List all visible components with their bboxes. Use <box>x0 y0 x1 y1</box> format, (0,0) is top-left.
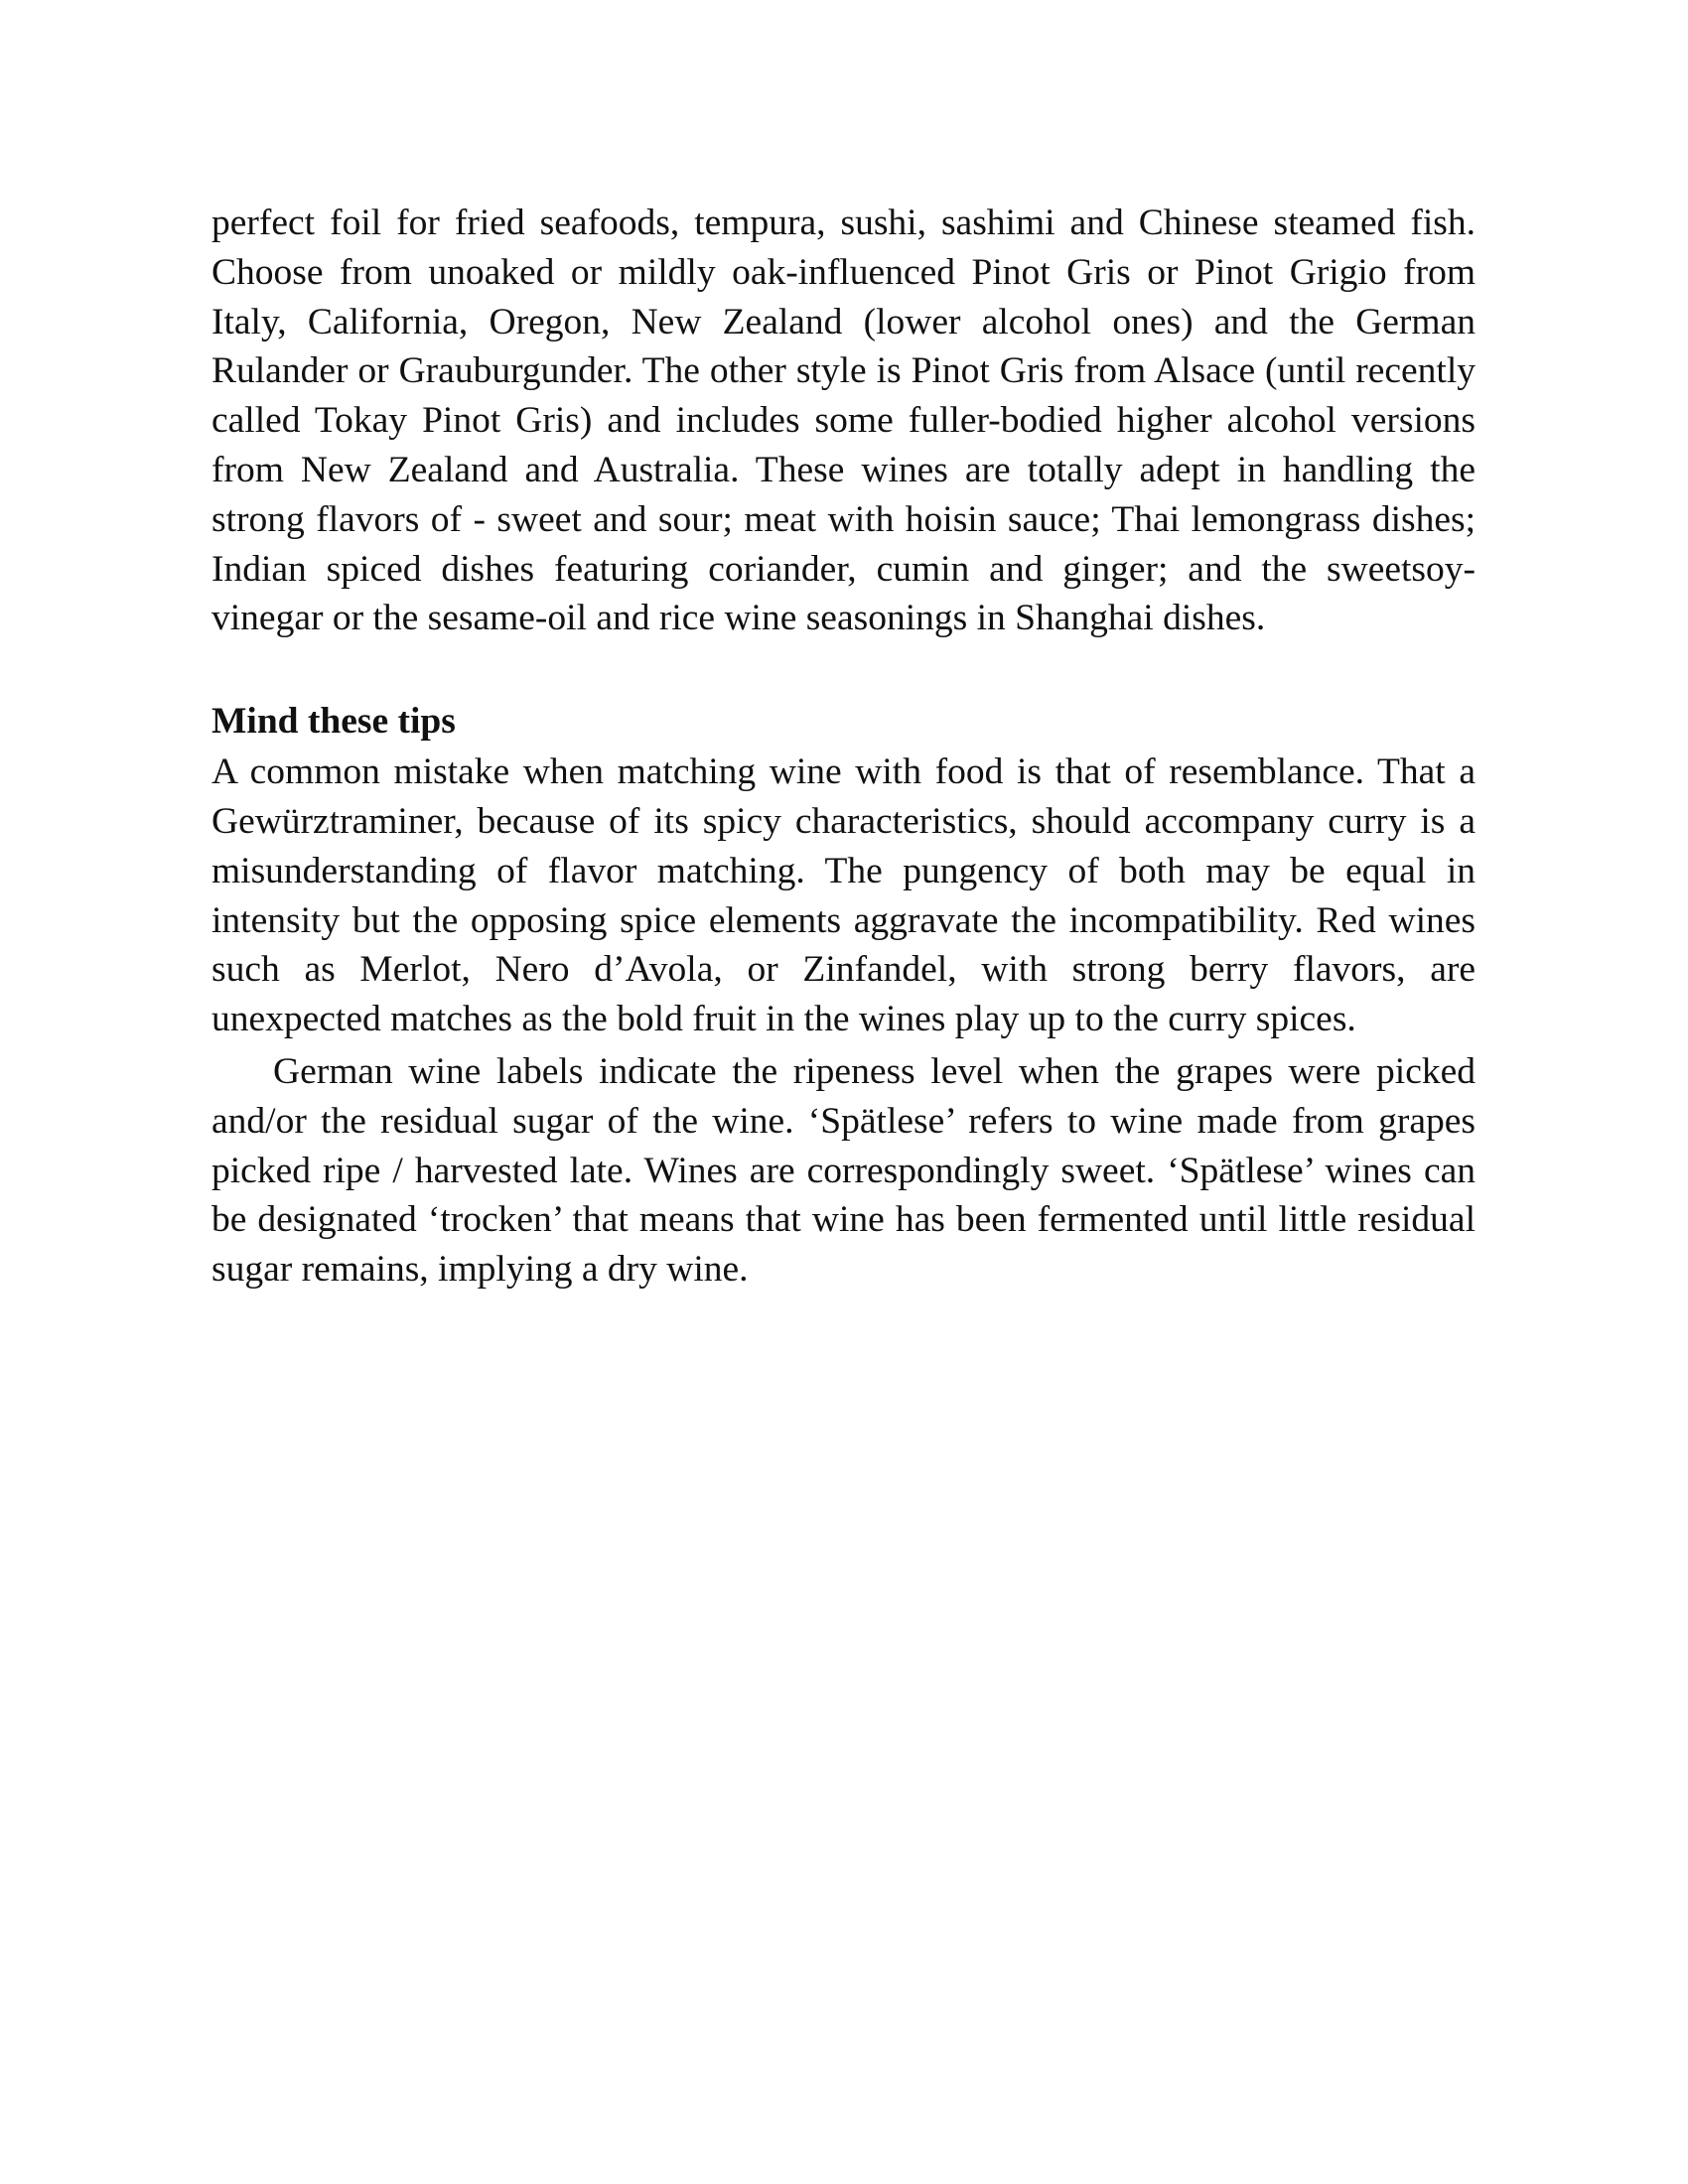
document-page <box>211 199 1476 1295</box>
section-heading: Mind these tips <box>211 701 456 743</box>
body-paragraph: A common mistake when matching wine with food is that of resemblance. That a Gewürztraminer, because of its spicy characteristics, should accompany curry is a misunderstanding of flavor matching. The pungency of both may be equal in intensity but the opposing spice elements aggravate the incompatibility. Red wines such as Merlot, Nero d’Avola, or Zinfandel, with strong berry flavors, are unexpected matches as the bold fruit in the wines play up to the curry spices. <box>211 751 1476 1040</box>
body-paragraph: perfect foil for fried seafoods, tempura, sushi, sashimi and Chinese steamed fish. Choose from unoaked or mildly oak-influenced Pinot Gris or Pinot Grigio from Italy, California, Oregon, New Zealand (lower alcohol ones) and the German Rulander or Grauburgunder. The other style is Pinot Gris from Alsace (until recently called Tokay Pinot Gris) and includes some fuller-bodied higher alcohol versions from New Zealand and Australia. These wines are totally adept in handling the strong flavors of - sweet and sour; meat with hoisin sauce; Thai lemongrass dishes; Indian spiced dishes featuring coriander, cumin and ginger; and the sweetsoy- vinegar or the sesame-oil and rice wine seasonings in Shanghai dishes. <box>211 203 1476 639</box>
body-paragraph: German wine labels indicate the ripeness level when the grapes were picked and/or the residual sugar of the wine. ‘Spätlese’ refers to wine made from grapes picked ripe / harvested late. Wines are correspondingly sweet. ‘Spätlese’ wines can be designated ‘trocken’ that means that wine has been fermented until little residual sugar remains, implying a dry wine. <box>211 1050 1476 1291</box>
